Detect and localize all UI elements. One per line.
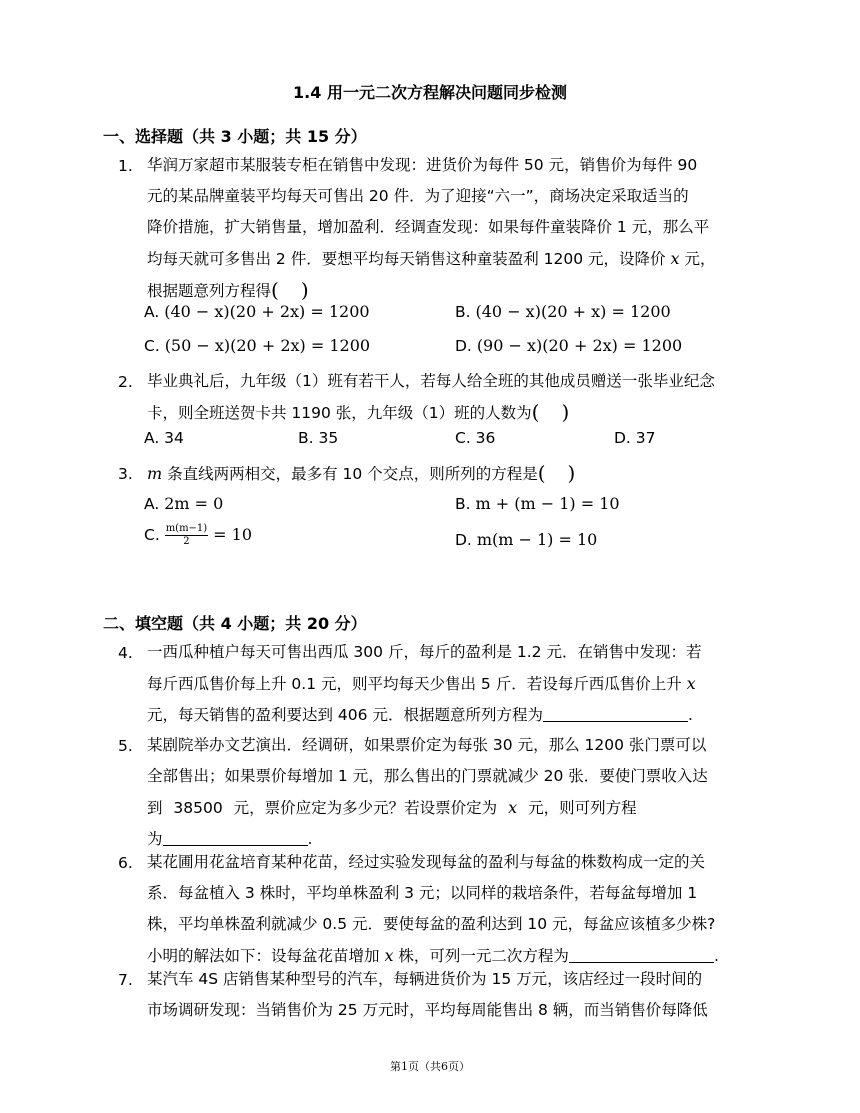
question-6 bbox=[147, 847, 761, 972]
page-title: 1.4 用一元二次方程解决问题同步检测 bbox=[293, 83, 567, 102]
question-number: 2. bbox=[118, 373, 133, 391]
q2-line: 毕业典礼后，九年级（1）班有若干人，若每人给全班的其他成员赠送一张毕业纪念 bbox=[147, 372, 715, 390]
question-number: 3. bbox=[118, 465, 133, 483]
question-number: 7. bbox=[118, 971, 133, 989]
question-3 bbox=[147, 458, 761, 490]
fraction: $\frac{m(m-1)}{2}$ bbox=[165, 523, 208, 547]
q1-line: 华润万家超市某服装专柜在销售中发现：进货价为每件 50 元，销售价为每件 90 bbox=[147, 156, 698, 174]
q1-line: 根据题意列方程得() bbox=[147, 275, 761, 307]
q4-line: 元，每天销售的盈利要达到 406 元．根据题意所列方程为 . bbox=[147, 706, 693, 724]
question-1 bbox=[147, 150, 761, 307]
option-d[interactable]: D. 37 bbox=[614, 429, 656, 447]
option-b[interactable]: B. (40 − x)(20 + x) = 1200 bbox=[455, 302, 671, 321]
q7-line: 市场调研发现：当销售价为 25 万元时，平均每周能售出 8 辆，而当销售价每降低 bbox=[147, 1001, 708, 1019]
option-a[interactable]: A. 2m = 0 bbox=[144, 494, 224, 513]
q5-line: 某剧院举办文艺演出．经调研，如果票价定为每张 30 元，那么 1200 张门票可以 bbox=[147, 736, 707, 754]
q5-line: 为 . bbox=[147, 830, 313, 848]
question-7 bbox=[147, 964, 761, 1026]
answer-parentheses: () bbox=[271, 278, 331, 302]
q4-line: 一西瓜种植户每天可售出西瓜 300 斤，每斤的盈利是 1.2 元．在销售中发现：若 bbox=[147, 643, 702, 661]
option-b[interactable]: B. 35 bbox=[298, 429, 339, 447]
answer-parentheses: () bbox=[531, 400, 592, 424]
answer-blank[interactable] bbox=[543, 707, 688, 722]
q3-line: m 条直线两两相交，最多有 10 个交点，则所列的方程是() bbox=[147, 458, 761, 490]
question-number: 6. bbox=[118, 854, 133, 872]
option-d[interactable]: D. m(m − 1) = 10 bbox=[455, 530, 598, 549]
q7-line: 某汽车 4S 店销售某种型号的汽车，每辆进货价为 15 万元，该店经过一段时间的 bbox=[147, 970, 703, 988]
option-c[interactable]: C. (50 − x)(20 + 2x) = 1200 bbox=[144, 336, 371, 355]
q1-line: 均每天就可多售出 2 件．要想平均每天销售这种童装盈利 1200 元，设降价 x 元， bbox=[147, 249, 716, 268]
q1-line: 元的某品牌童装平均每天可售出 20 件．为了迎接“六一”，商场决定采取适当的 bbox=[147, 187, 689, 205]
page-footer: 第1页（共6页） bbox=[390, 1060, 470, 1073]
q6-line: 某花圃用花盆培育某种花苗，经过实验发现每盆的盈利与每盆的株数构成一定的关 bbox=[147, 853, 706, 871]
q4-line: 每斤西瓜售价每上升 0.1 元，则平均每天少售出 5 斤．若设每斤西瓜售价上升 x bbox=[147, 674, 696, 693]
question-number: 5. bbox=[118, 737, 133, 755]
q2-line: 卡，则全班送贺卡共 1190 张，九年级（1）班的人数为() bbox=[147, 397, 761, 429]
option-b[interactable]: B. m + (m − 1) = 10 bbox=[455, 494, 620, 513]
q6-line: 系．每盆植入 3 株时，平均单株盈利 3 元；以同样的栽培条件，若每盆每增加 1 bbox=[147, 884, 698, 902]
option-c[interactable]: C. 36 bbox=[455, 429, 496, 447]
answer-blank[interactable] bbox=[569, 948, 714, 963]
q5-line: 到 38500 元，票价应定为多少元？若设票价定为 x 元，则可列方程 bbox=[147, 798, 637, 817]
q1-line: 降价措施，扩大销售量，增加盈利．经调查发现：如果每件童装降价 1 元，那么平 bbox=[147, 218, 710, 236]
q6-line: 株，平均单株盈利就减少 0.5 元．要使每盆的盈利达到 10 元，每盆应该植多少株? bbox=[147, 915, 716, 933]
q5-line: 全部售出；如果票价每增加 1 元，那么售出的门票就减少 20 张．要使门票收入达 bbox=[147, 767, 708, 785]
section-heading-choice: 一、选择题（共 3 小题；共 15 分） bbox=[103, 127, 367, 146]
option-d[interactable]: D. (90 − x)(20 + 2x) = 1200 bbox=[455, 336, 683, 355]
option-a[interactable]: A. 34 bbox=[144, 429, 184, 447]
section-heading-fill: 二、填空题（共 4 小题；共 20 分） bbox=[103, 614, 367, 633]
question-2 bbox=[147, 366, 761, 429]
question-number: 1. bbox=[118, 157, 133, 175]
option-c[interactable]: C. $\frac{m(m-1)}{2}$ = 10 bbox=[144, 523, 252, 547]
answer-blank[interactable] bbox=[163, 831, 308, 846]
answer-parentheses: () bbox=[537, 461, 598, 485]
question-5 bbox=[147, 730, 761, 855]
option-a[interactable]: A. (40 − x)(20 + 2x) = 1200 bbox=[144, 302, 370, 321]
question-4 bbox=[147, 637, 761, 731]
question-number: 4. bbox=[118, 644, 133, 662]
q6-line: 小明的解法如下：设每盆花苗增加 x 株，可列一元二次方程为 . bbox=[147, 946, 719, 965]
